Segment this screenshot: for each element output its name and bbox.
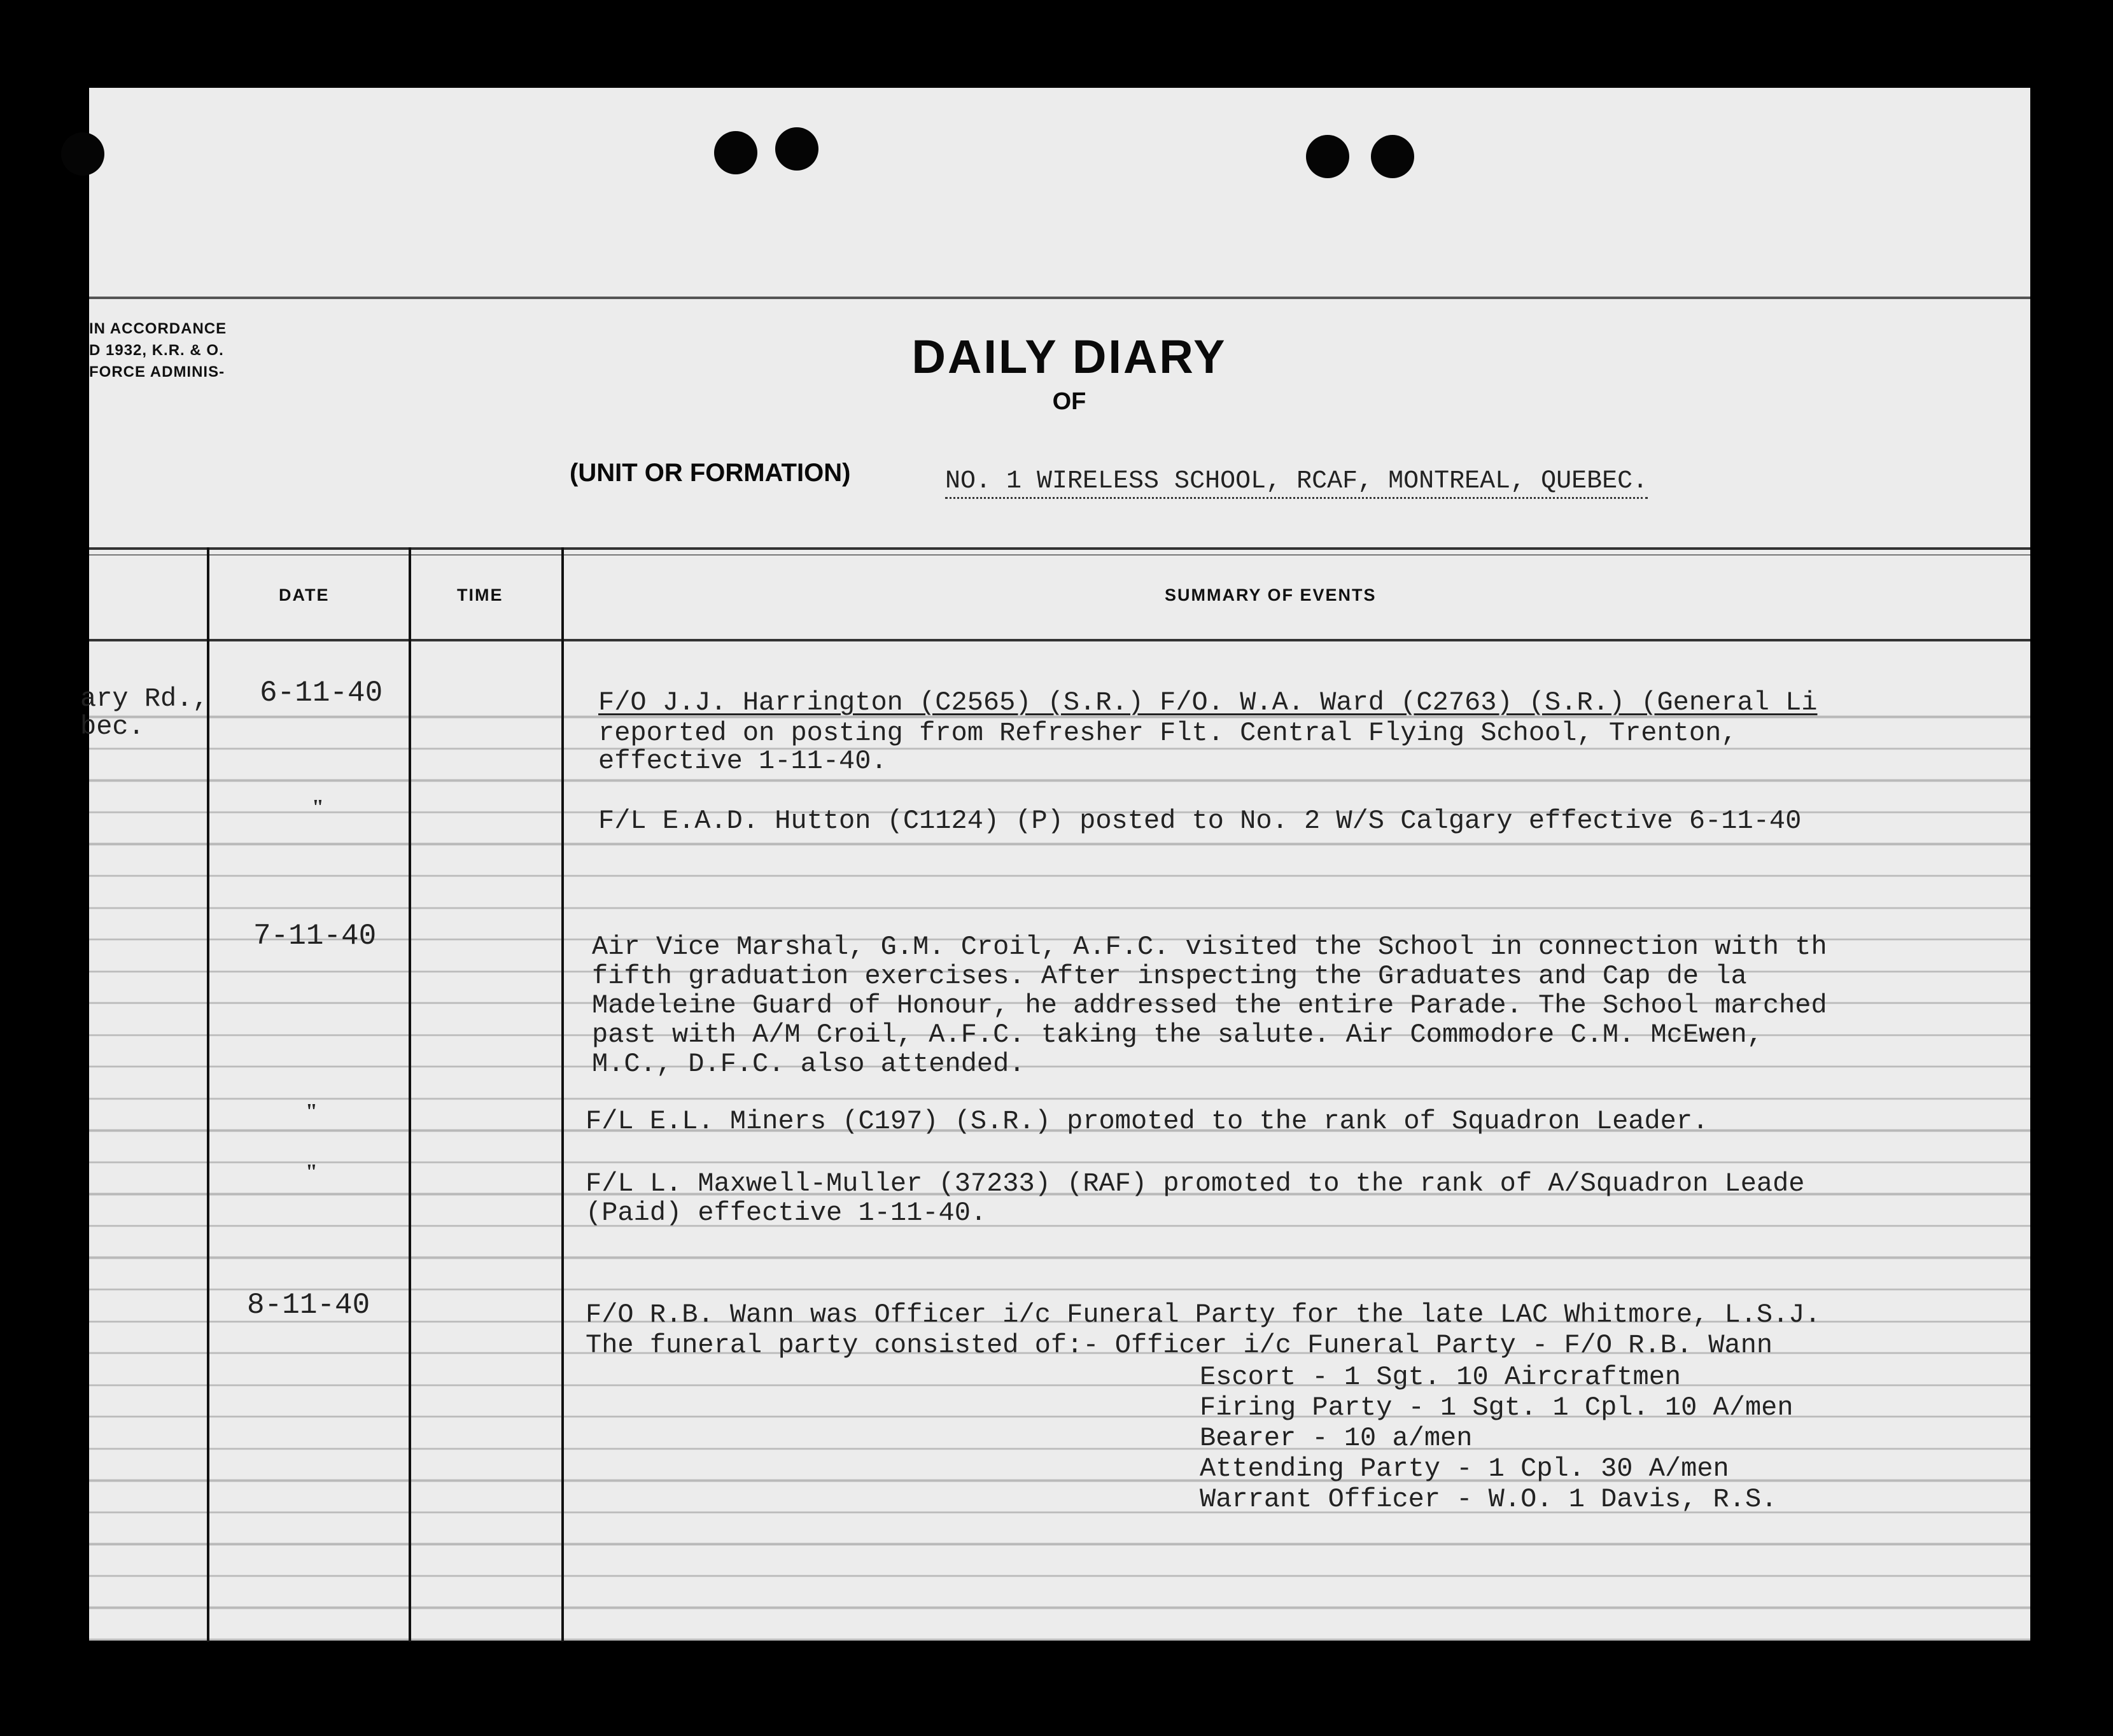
entry-line: past with A/M Croil, A.F.C. taking the salute. Air Commodore C.M. McEwen, (592, 1019, 1763, 1050)
entry-line: F/O J.J. Harrington (C2565) (S.R.) F/O. W.A. Ward (C2763) (S.R.) (General Li (598, 687, 1818, 718)
punch-hole-1 (714, 131, 757, 174)
entry-line: F/L E.A.D. Hutton (C1124) (P) posted to No. 2 W/S Calgary effective 6-11-40 (598, 806, 1802, 836)
ditto-mark: " (312, 795, 324, 819)
ditto-mark: " (305, 1160, 318, 1184)
entry-line: F/L E.L. Miners (C197) (S.R.) promoted to the rank of Squadron Leader. (586, 1106, 1709, 1137)
page-title: DAILY DIARY (911, 330, 1227, 383)
entry-line: Firing Party - 1 Sgt. 1 Cpl. 10 A/men (1200, 1392, 1794, 1423)
unit-label: (UNIT OR FORMATION) (570, 459, 851, 487)
margin-place-line-1: ary Rd., (80, 683, 209, 714)
margin-place-line-2: bec. (80, 711, 144, 742)
entry-line: F/O R.B. Wann was Officer i/c Funeral Party for the late LAC Whitmore, L.S.J. (586, 1299, 1821, 1330)
punch-hole-edge (61, 132, 104, 176)
entry-line: F/L L. Maxwell-Muller (37233) (RAF) promoted to the rank of A/Squadron Leade (586, 1168, 1805, 1199)
column-divider-date (409, 547, 411, 1642)
title-of: OF (1052, 388, 1086, 415)
column-header-date: DATE (279, 585, 330, 605)
entry-line: fifth graduation exercises. After inspecting the Graduates and Cap de la (592, 961, 1747, 991)
entry-line: M.C., D.F.C. also attended. (592, 1049, 1025, 1079)
column-header-time: TIME (457, 585, 503, 605)
entry-line: (Paid) effective 1-11-40. (586, 1198, 987, 1228)
entry-line: Air Vice Marshal, G.M. Croil, A.F.C. visited the School in connection with th (592, 932, 1827, 962)
punch-hole-4 (1371, 135, 1414, 178)
entry-line: Warrant Officer - W.O. 1 Davis, R.S. (1200, 1484, 1778, 1515)
entry-date: 7-11-40 (253, 920, 377, 953)
regulation-note-line-1: IN ACCORDANCE (89, 320, 227, 337)
header-rule-bottom (89, 639, 2030, 641)
header-rule-top (89, 547, 2030, 550)
top-rule (89, 297, 2030, 299)
entry-date: 8-11-40 (247, 1289, 370, 1322)
entry-line: reported on posting from Refresher Flt. Central Flying School, Trenton, (598, 718, 1737, 748)
unit-value: NO. 1 WIRELESS SCHOOL, RCAF, MONTREAL, QUEBEC. (945, 467, 1648, 499)
entry-line: effective 1-11-40. (598, 746, 887, 776)
sheet-header-area (89, 88, 2030, 686)
diary-sheet (80, 88, 2030, 1641)
entry-line: Bearer - 10 a/men (1200, 1423, 1473, 1453)
entry-line: Escort - 1 Sgt. 10 Aircraftmen (1200, 1362, 1681, 1392)
regulation-note-line-2: D 1932, K.R. & O. (89, 342, 224, 359)
entry-line: Madeleine Guard of Honour, he addressed the entire Parade. The School marched (592, 990, 1827, 1021)
regulation-note (89, 318, 227, 383)
entry-line: The funeral party consisted of:- Officer i/c Funeral Party - F/O R.B. Wann (586, 1330, 1773, 1361)
punch-hole-2 (775, 127, 818, 171)
entry-date: 6-11-40 (260, 676, 383, 710)
column-divider-time (561, 547, 564, 1642)
ditto-mark: " (305, 1100, 318, 1123)
header-rule-top-2 (89, 554, 2030, 556)
column-header-summary: SUMMARY OF EVENTS (1165, 585, 1377, 605)
regulation-note-line-3: FORCE ADMINIS- (89, 363, 225, 381)
punch-hole-3 (1306, 135, 1349, 178)
entry-line: Attending Party - 1 Cpl. 30 A/men (1200, 1453, 1729, 1484)
